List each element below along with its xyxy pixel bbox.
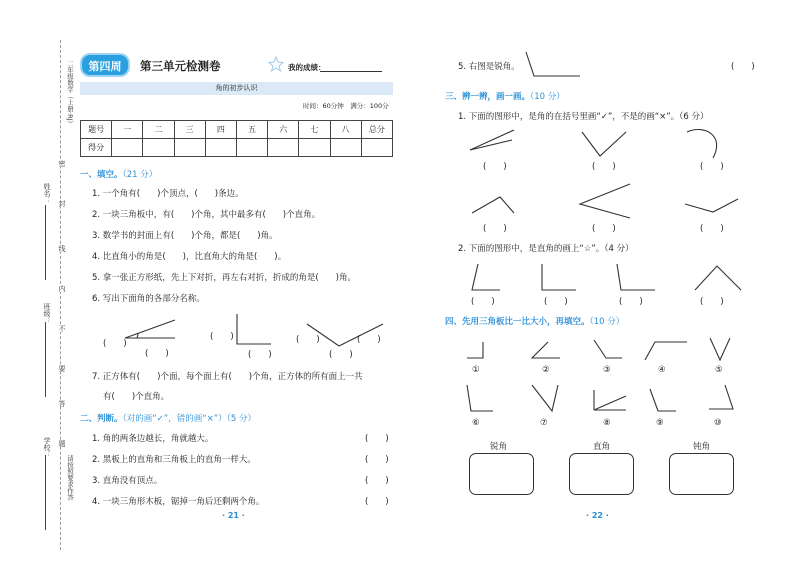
- binding-char: 线: [58, 245, 66, 252]
- table-cell: 三: [174, 121, 205, 139]
- table-cell: 五: [236, 121, 267, 139]
- score-cell[interactable]: [330, 139, 361, 157]
- judge-paren[interactable]: ( ): [365, 434, 389, 444]
- fill-question-3: 3. 数学书的封面上有( )个角，都是( )角。: [92, 231, 278, 241]
- binding-char: 题: [58, 440, 66, 447]
- score-input-line[interactable]: [320, 71, 382, 72]
- score-cell[interactable]: [299, 139, 330, 157]
- section2-points: （对的画“✓”，错的画“×”）（5 分）: [122, 414, 256, 424]
- answer-paren[interactable]: ( ): [471, 297, 495, 307]
- table-cell: 六: [268, 121, 299, 139]
- page-number-right: · 22 ·: [586, 511, 609, 520]
- page-title: 第三单元检测卷: [140, 59, 221, 73]
- angle-number: ①: [472, 365, 480, 375]
- acute-angle-box[interactable]: [469, 453, 534, 495]
- angle-figure: [592, 338, 626, 362]
- fill-question-7: 7. 正方体有( )个面，每个面上有( )个角，正方体的所有面上一共: [92, 372, 363, 382]
- answer-paren[interactable]: ( ): [210, 332, 234, 342]
- section3-points: （10 分）: [530, 92, 565, 102]
- seal-dash-line: [60, 40, 61, 550]
- box-label-obtuse: 钝角: [693, 442, 711, 452]
- binding-char: 封: [58, 200, 66, 207]
- recognize-question-1: 1. 下面的图形中，是角的在括号里画“✓”，不是的画“×”。（6 分）: [458, 112, 709, 122]
- section1-heading: [80, 168, 157, 180]
- section4-points: （10 分）: [589, 317, 625, 327]
- judge-paren[interactable]: ( ): [365, 476, 389, 486]
- section3-heading: [445, 90, 565, 102]
- shape-figure: [580, 130, 630, 160]
- shape-figure: [578, 182, 633, 222]
- score-cell[interactable]: [236, 139, 267, 157]
- judge-question-5: 5. 右图是锐角。: [458, 62, 520, 72]
- subtitle-bar: 角的初步认识: [80, 82, 393, 95]
- section2-heading: [80, 412, 256, 424]
- score-table: [80, 120, 393, 157]
- table-cell: 总分: [361, 121, 392, 139]
- answer-paren[interactable]: ( ): [700, 297, 724, 307]
- section4-title: 四、先用三角板比一比大小，再填空。: [445, 317, 590, 327]
- binding-char: 内: [58, 285, 66, 292]
- angle-figure: [705, 383, 737, 413]
- score-cell[interactable]: [112, 139, 143, 157]
- shape-figure: [683, 196, 741, 216]
- fill-question-7-cont: 有( )个直角。: [103, 392, 170, 402]
- answer-paren[interactable]: ( ): [329, 350, 353, 360]
- name-label: 姓名：: [43, 183, 51, 204]
- answer-paren[interactable]: ( ): [357, 335, 381, 345]
- score-cell[interactable]: [205, 139, 236, 157]
- week-badge: 第四周: [80, 53, 130, 77]
- angle-figure: [465, 340, 489, 362]
- angle-figure: [590, 388, 630, 414]
- shape-figure: [615, 262, 657, 292]
- obtuse-angle-box[interactable]: [669, 453, 734, 495]
- angle-figure: [643, 340, 689, 364]
- class-label: 班级：: [43, 303, 51, 324]
- angle-number: ②: [542, 365, 550, 375]
- angle-figure: [648, 385, 678, 415]
- table-cell: 四: [205, 121, 236, 139]
- fill-question-4: 4. 比直角小的角是( )，比直角大的角是( )。: [92, 252, 287, 262]
- score-cell[interactable]: [143, 139, 174, 157]
- school-line: [45, 455, 46, 530]
- judge-paren[interactable]: ( ): [365, 455, 389, 465]
- table-cell: 得分: [81, 139, 112, 157]
- right-angle-box[interactable]: [569, 453, 634, 495]
- answer-paren[interactable]: ( ): [700, 162, 724, 172]
- shape-figure: [470, 262, 502, 292]
- section3-title: 三、辨一辨，画一画。: [445, 92, 531, 102]
- page-number-left: · 21 ·: [222, 511, 245, 520]
- table-cell: 二: [143, 121, 174, 139]
- shape-figure: [685, 128, 725, 160]
- angle-number: ⑤: [715, 365, 723, 375]
- recognize-question-2: 2. 下面的图形中，是直角的画上“☆”。（4 分）: [458, 244, 634, 254]
- angle-figure: [465, 383, 495, 415]
- star-icon: [268, 56, 284, 72]
- judge-question-2: 2. 黑板上的直角和三角板上的直角一样大。: [92, 455, 256, 465]
- section4-heading: [445, 315, 624, 327]
- shape-figure: [468, 195, 518, 217]
- binding-margin: [0, 0, 80, 579]
- name-line: [45, 205, 46, 280]
- angle-number: ⑧: [603, 418, 611, 428]
- judge-question-3: 3. 直角没有顶点。: [92, 476, 163, 486]
- score-table-score-row: [81, 139, 393, 157]
- shape-figure: [540, 262, 580, 292]
- judge-question-4: 4. 一块三角形木板，锯掉一角后还剩两个角。: [92, 497, 265, 507]
- class-line: [45, 322, 46, 397]
- score-label: 我的成绩：: [288, 63, 326, 72]
- fill-question-5: 5. 拿一张正方形纸，先上下对折，再左右对折，折成的角是( )角。: [92, 273, 356, 283]
- answer-paren[interactable]: ( ): [619, 297, 643, 307]
- answer-paren[interactable]: ( ): [296, 335, 320, 345]
- binding-char: 不: [58, 325, 66, 332]
- box-label-right: 直角: [593, 442, 611, 452]
- angle-figure: [708, 336, 734, 364]
- answer-paren[interactable]: ( ): [544, 297, 568, 307]
- fill-question-2: 2. 一块三角板中，有( )个角，其中最多有( )个直角。: [92, 210, 321, 220]
- fill-question-6: 6. 写出下面角的各部分名称。: [92, 294, 205, 304]
- score-cell[interactable]: [174, 139, 205, 157]
- answer-paren[interactable]: ( ): [483, 162, 507, 172]
- score-cell[interactable]: [268, 139, 299, 157]
- time-info: 时间：60分钟 满分：100分: [303, 102, 389, 110]
- answer-paren[interactable]: ( ): [145, 349, 169, 359]
- score-table-header-row: [81, 121, 393, 139]
- answer-paren[interactable]: ( ): [592, 224, 616, 234]
- angle-number: ⑨: [656, 418, 664, 428]
- judge-paren[interactable]: ( ): [731, 62, 755, 72]
- angle-number: ③: [603, 365, 611, 375]
- side-tag: 二年级数学（上册·RJ）: [66, 60, 74, 127]
- answer-paren[interactable]: ( ): [248, 350, 272, 360]
- exam-note: 请按照要求作答: [66, 455, 74, 501]
- binding-char: 要: [58, 365, 66, 372]
- table-cell: 题号: [81, 121, 112, 139]
- table-cell: 一: [112, 121, 143, 139]
- answer-paren[interactable]: ( ): [700, 224, 724, 234]
- angle-number: ⑦: [540, 418, 548, 428]
- shape-figure: [693, 264, 745, 292]
- answer-paren[interactable]: ( ): [103, 339, 127, 349]
- school-label: 学校：: [43, 437, 51, 458]
- angle-figure: [120, 318, 180, 348]
- section1-points: （21 分）: [122, 170, 158, 180]
- box-label-acute: 锐角: [490, 442, 508, 452]
- table-cell: 七: [299, 121, 330, 139]
- fill-question-1: 1. 一个角有( )个顶点，( )条边。: [92, 189, 244, 199]
- answer-paren[interactable]: ( ): [483, 224, 507, 234]
- angle-number: ⑥: [472, 418, 480, 428]
- section2-title: 二、判断。: [80, 414, 123, 424]
- angle-figure: [235, 312, 275, 348]
- shape-figure: [468, 128, 518, 153]
- binding-char: 答: [58, 400, 66, 407]
- binding-char: 密: [58, 160, 66, 167]
- section1-title: 一、填空。: [80, 170, 123, 180]
- acute-angle-figure: [524, 50, 584, 78]
- angle-number: ⑩: [714, 418, 722, 428]
- angle-number: ④: [658, 365, 666, 375]
- score-cell[interactable]: [361, 139, 392, 157]
- judge-question-1: 1. 角的两条边越长，角就越大。: [92, 434, 214, 444]
- angle-figure: [530, 340, 564, 362]
- angle-figure: [530, 383, 560, 415]
- judge-paren[interactable]: ( ): [365, 497, 389, 507]
- answer-paren[interactable]: ( ): [592, 162, 616, 172]
- table-cell: 八: [330, 121, 361, 139]
